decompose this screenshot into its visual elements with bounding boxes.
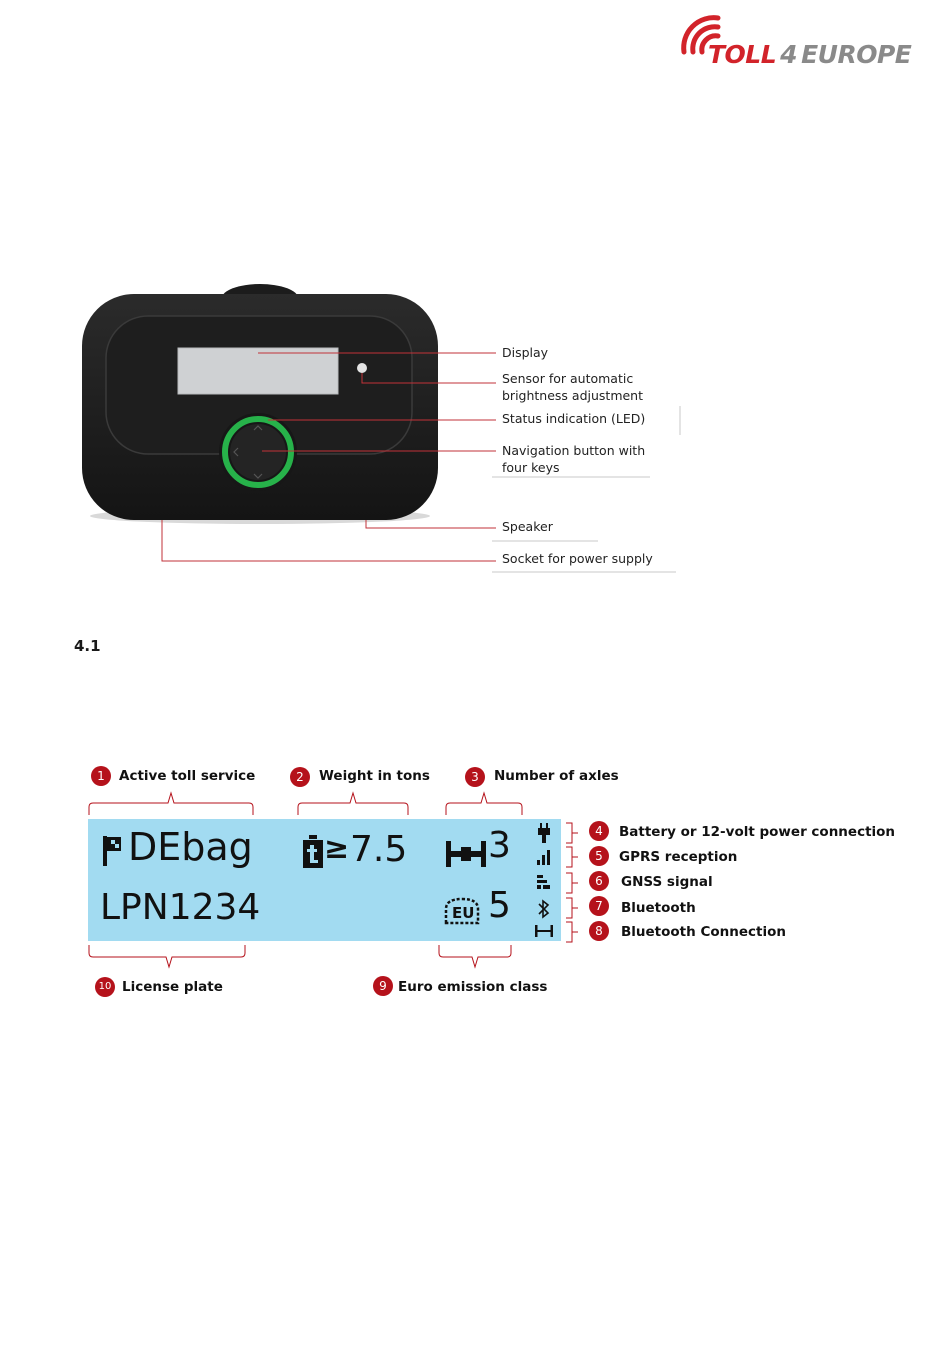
label-status-led: Status indication (LED) [502,411,646,426]
label-navigation [502,442,645,476]
legend-badge-7: 7 [589,896,609,916]
axle-icon [446,841,486,867]
legend-badge-3: 3 [465,767,485,787]
lcd-emission-class: 5 [488,885,511,926]
label-sensor-line2: brightness adjustment [502,388,644,403]
legend-label-5: GPRS reception [619,849,738,865]
lcd-toll-service: DEbag [128,825,253,869]
logo-four: 4 [780,40,798,69]
lcd-weight-symbol: ≥ [324,831,350,866]
lcd-weight: 7.5 [350,829,408,870]
logo-toll: TOLL [708,40,777,69]
flag-icon [102,835,124,867]
device-diagram [0,270,950,590]
legend-label-1: Active toll service [119,768,256,784]
lcd-axles: 3 [488,825,511,866]
section-number: 4.1 [74,637,101,655]
logo-europe: EUROPE [801,40,912,69]
gprs-signal-icon [537,849,551,865]
legend-label-10: License plate [122,979,223,995]
legend-badge-4: 4 [589,821,609,841]
obu-device-illustration [0,270,950,590]
legend-badge-9: 9 [373,976,393,996]
label-display: Display [502,345,549,360]
lcd-eu-text: EU [452,904,475,922]
weight-icon [302,835,324,869]
lcd-display [88,819,561,941]
label-sensor [502,370,643,404]
toll4europe-logo [676,10,912,72]
legend-label-8: Bluetooth Connection [621,924,786,940]
gnss-satellite-icon [537,875,551,889]
legend-badge-1: 1 [91,766,111,786]
legend-label-4: Battery or 12-volt power connection [619,824,896,840]
label-sensor-line1: Sensor for automatic [502,371,634,386]
label-navigation-line2: four keys [502,460,560,475]
legend-badge-8: 8 [589,921,609,941]
legend-label-6: GNSS signal [621,874,713,890]
label-socket: Socket for power supply [502,551,653,566]
legend-badge-10: 10 [95,977,115,997]
legend-label-7: Bluetooth [621,900,696,916]
bluetooth-icon [538,899,550,919]
eu-emission-badge [440,895,484,927]
legend-badge-6: 6 [589,871,609,891]
legend-badge-5: 5 [589,846,609,866]
power-plug-icon [537,823,551,843]
legend-label-9: Euro emission class [398,979,548,995]
lcd-legend-diagram [0,755,950,1005]
legend-badge-2: 2 [290,767,310,787]
legend-label-3: Number of axles [494,768,619,784]
bluetooth-connection-icon [535,925,553,937]
legend-label-2: Weight in tons [319,768,430,784]
lcd-license-plate: LPN1234 [100,887,261,928]
label-speaker: Speaker [502,519,553,534]
label-navigation-line1: Navigation button with [502,443,646,458]
